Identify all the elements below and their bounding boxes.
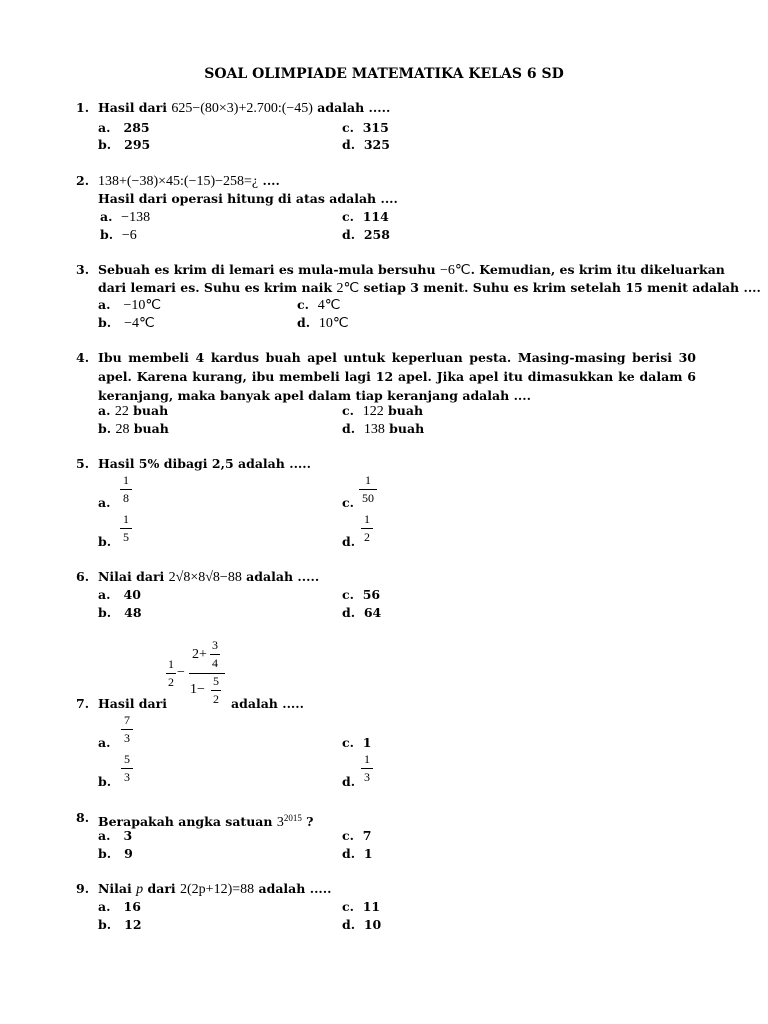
option-a: a. 3	[98, 828, 133, 843]
question-number: 9.	[76, 881, 90, 896]
option-c: c. 56	[342, 587, 381, 602]
option-c-label: c.	[342, 495, 354, 510]
option-b: b. 28 buah	[98, 421, 169, 437]
complex-bottom-fraction: 5 2	[213, 674, 219, 706]
option-c: c. 114	[342, 209, 389, 224]
option-d: d. 325	[342, 137, 390, 152]
option-b: b. 48	[98, 605, 142, 620]
question-subtext: Hasil dari operasi hitung di atas adalah ....	[98, 191, 398, 206]
option-a-label: a.	[98, 735, 111, 750]
option-a: a. 16	[98, 899, 141, 914]
option-b: b. 9	[98, 846, 133, 861]
option-a: a. −138	[100, 209, 151, 225]
question-number: 4.	[76, 350, 90, 365]
question-number: 3.	[76, 262, 90, 277]
option-c: c. 1	[342, 735, 372, 750]
option-c: c. 315	[342, 120, 389, 135]
option-c: c. 122 buah	[342, 403, 424, 419]
complex-fraction-minus: −	[177, 665, 185, 680]
option-d: d. 10	[342, 917, 382, 932]
option-b-fraction: 1 5	[120, 512, 132, 545]
option-a: a. 40	[98, 587, 141, 602]
question-text: Nilai dari 2√8×8√8−88 adalah .....	[98, 569, 320, 585]
option-d-label: d.	[342, 774, 356, 789]
option-c: c. 11	[342, 899, 381, 914]
option-b: b. −6	[100, 227, 137, 243]
option-a-label: a.	[98, 495, 111, 510]
complex-top-expr: 2+	[192, 647, 207, 662]
question-number: 8.	[76, 810, 90, 825]
option-b: b. −4℃	[98, 315, 155, 331]
question-text: Hasil dari 625−(80×3)+2.700:(−45) adalah .....	[98, 100, 391, 116]
complex-fraction-half: 1 2	[168, 657, 174, 689]
option-b-fraction: 5 3	[121, 752, 133, 785]
question-text-line2: dari lemari es. Suhu es krim naik 2℃ setiap 3 menit. Suhu es krim setelah 15 menit adalah ....	[98, 280, 761, 296]
question-number: 2.	[76, 173, 90, 188]
question-text: Hasil 5% dibagi 2,5 adalah .....	[98, 456, 311, 471]
option-d-fraction: 1 3	[361, 752, 373, 785]
question-text: 138+(−38)×45:(−15)−258=¿ ....	[98, 173, 280, 189]
option-a: a. −10℃	[98, 297, 162, 313]
page-title: SOAL OLIMPIADE MATEMATIKA KELAS 6 SD	[204, 66, 564, 82]
question-text: Ibu membeli 4 kardus buah apel untuk keperluan pesta. Masing-masing berisi 30 apel. Karena kurang, ibu membeli lagi 12 apel. Jika apel itu dimasukkan ke dalam 6 keranjang, maka banyak apel dalam tiap keranjang adalah ....	[98, 350, 696, 403]
question-text: Berapakah angka satuan $3^{2015}$ ?	[98, 813, 314, 831]
option-d: d. 64	[342, 605, 382, 620]
option-c-fraction: 1 50	[359, 473, 377, 506]
question-text-post: adalah .....	[231, 696, 304, 711]
question-number: 1.	[76, 100, 90, 115]
option-c: c. 4℃	[297, 297, 341, 313]
question-text: Nilai p dari 2(2p+12)=88 adalah .....	[98, 881, 332, 897]
complex-bottom-expr: 1−	[190, 682, 205, 697]
option-b: b. 12	[98, 917, 142, 932]
option-d: d. 1	[342, 846, 373, 861]
option-a: a. 22 buah	[98, 403, 169, 419]
question-number: 7.	[76, 696, 90, 711]
option-d: d. 258	[342, 227, 390, 242]
option-b: b. 295	[98, 137, 151, 152]
option-d-fraction: 1 2	[361, 512, 373, 545]
question-text-line1: Sebuah es krim di lemari es mula-mula bersuhu −6℃. Kemudian, es krim itu dikeluarkan	[98, 262, 725, 278]
option-d-label: d.	[342, 534, 356, 549]
complex-top-fraction: 3 4	[212, 638, 218, 670]
question-number: 6.	[76, 569, 90, 584]
option-b-label: b.	[98, 534, 112, 549]
option-a-fraction: 7 3	[121, 713, 133, 746]
question-number: 5.	[76, 456, 90, 471]
option-a-fraction: 1 8	[120, 473, 132, 506]
question-text-pre: Hasil dari	[98, 696, 167, 711]
option-c: c. 7	[342, 828, 372, 843]
option-d: d. 10℃	[297, 315, 349, 331]
option-a: a. 285	[98, 120, 150, 135]
option-b-label: b.	[98, 774, 112, 789]
option-d: d. 138 buah	[342, 421, 425, 437]
